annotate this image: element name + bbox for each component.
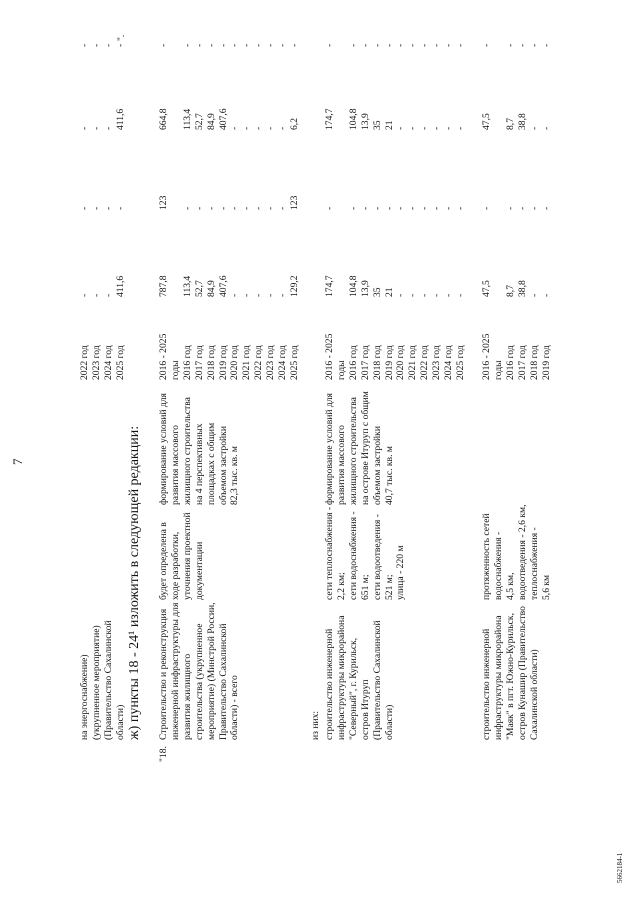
text-line: -: [90, 206, 102, 210]
text-line: -: [407, 126, 419, 130]
text-line: 82,3 тыс. кв. м: [229, 446, 241, 505]
text-line: водоотведения - 2,6 км,: [516, 504, 528, 600]
text-line: 123: [288, 195, 300, 210]
text-line: объемом застройки: [371, 426, 383, 505]
text-line: инфраструктуры микрорайона: [492, 615, 504, 740]
text-line: -: [193, 206, 205, 210]
text-line: ходе разработки,: [169, 531, 181, 600]
sub1-regional: [324, 108, 467, 130]
text-line: области) - всего: [229, 675, 241, 740]
text-line: [170, 196, 182, 210]
text-line: -: [241, 293, 253, 297]
prev-row-other: [79, 44, 127, 47]
sub1-years: [324, 334, 467, 380]
prev-row-name: [79, 620, 127, 740]
text-line: -: [454, 126, 466, 130]
text-line: -: [383, 43, 395, 47]
text-line: 2024 год: [277, 345, 289, 380]
text-line: 123: [158, 195, 169, 210]
text-line: -: [277, 206, 289, 210]
text-line: 38,8: [516, 280, 528, 297]
text-line: -: [253, 126, 265, 130]
row-18-federal: [158, 196, 301, 210]
text-line: -: [443, 206, 455, 210]
text-line: (Правительство Сахалинской: [102, 620, 114, 740]
text-line: -: [347, 43, 359, 47]
text-line: (Правительство Сахалинской: [371, 620, 383, 740]
text-line: 40,7 тыс. кв. м: [383, 446, 395, 505]
text-line: 2016 год: [504, 345, 516, 380]
text-line: 2019 год: [540, 345, 552, 380]
row-18-number: "18.: [158, 746, 169, 762]
text-line: 84,9: [205, 113, 217, 130]
sub2-federal: [481, 207, 552, 210]
text-line: 2017 год: [516, 345, 528, 380]
text-line: -: [241, 126, 253, 130]
text-line: -: [419, 206, 431, 210]
row-18-result: [158, 393, 241, 505]
text-line: -: [395, 43, 407, 47]
text-line: -: [528, 43, 540, 47]
text-line: -: [253, 43, 265, 47]
text-line: -: [528, 206, 540, 210]
text-line: 2023 год: [90, 345, 102, 380]
text-line: -: [359, 206, 371, 210]
text-line: 2017 год: [359, 345, 371, 380]
text-line: -: [241, 206, 253, 210]
row-18-years: [158, 334, 301, 380]
text-line: 2024 год: [443, 345, 455, 380]
text-line: инфраструктуры микрорайона: [335, 615, 347, 740]
text-line: 2020 год: [395, 345, 407, 380]
text-line: годы: [492, 360, 504, 380]
text-line: -: [540, 126, 552, 130]
text-line: -: [102, 293, 114, 297]
text-line: развития массового: [169, 425, 181, 505]
sub1-result: [324, 391, 395, 505]
sub1-total: [324, 275, 467, 297]
page-number: 7: [10, 458, 25, 465]
text-line: 2019 год: [383, 345, 395, 380]
text-line: -: [443, 293, 455, 297]
text-line: -: [79, 293, 90, 297]
text-line: -: [229, 43, 241, 47]
text-line: Сахалинской области): [528, 649, 540, 740]
row-18-capacity: [158, 512, 206, 600]
text-line: 174,7: [324, 275, 335, 297]
text-line: -: [407, 293, 419, 297]
text-line: уточнения проектной: [181, 512, 193, 600]
text-line: жилищного строительства: [181, 397, 193, 505]
text-line: 174,7: [324, 108, 335, 130]
row-18-regional: [158, 108, 301, 130]
text-line: -: [419, 293, 431, 297]
sub-label: из них:: [310, 710, 321, 740]
text-line: -: [90, 43, 102, 47]
text-line: 2016 - 2025: [158, 333, 169, 380]
text-line: 35: [371, 120, 383, 130]
text-line: 2023 год: [431, 345, 443, 380]
prev-row-total: [79, 276, 127, 297]
text-line: -: [528, 126, 540, 130]
text-line: сети теплоснабжения -: [324, 506, 335, 600]
text-line: -: [431, 126, 443, 130]
text-line: области): [114, 704, 126, 740]
text-line: 2022 год: [79, 345, 90, 380]
text-line: на 4 перспективных: [193, 423, 205, 505]
text-line: сети водоотведения -: [371, 514, 383, 600]
text-line: 2025 год: [454, 345, 466, 380]
sub2-total: [481, 280, 552, 297]
text-line: -: [454, 293, 466, 297]
text-line: объемом застройки: [217, 426, 229, 505]
text-line: 6,2: [288, 118, 300, 130]
text-line: -: [229, 206, 241, 210]
text-line: строительство инженерной: [481, 628, 492, 740]
text-line: -: [347, 206, 359, 210]
text-line: 13,9: [359, 280, 371, 297]
text-line: развития жилищного: [181, 653, 193, 740]
text-line: развития массового: [335, 425, 347, 505]
text-line: -: [540, 43, 552, 47]
text-line: -: [277, 126, 289, 130]
text-line: -: [407, 43, 419, 47]
text-line: 2022 год: [253, 345, 265, 380]
text-line: -: [181, 43, 193, 47]
text-line: водоснабжения -: [492, 531, 504, 600]
text-line: -: [395, 126, 407, 130]
section-heading: ж) пункты 18 - 24¹ изложить в следующей редакции:: [127, 425, 142, 740]
text-line: -: [407, 206, 419, 210]
text-line: [170, 44, 182, 47]
text-line: 5,6 км: [540, 574, 552, 600]
text-line: -: [516, 206, 528, 210]
text-line: -: [431, 43, 443, 47]
text-line: -: [540, 293, 552, 297]
sub2-other: [481, 44, 552, 47]
text-line: 407,6: [217, 108, 229, 130]
text-line: 52,7: [193, 113, 205, 130]
text-line: годы: [169, 360, 181, 380]
text-line: 4,5 км,: [504, 572, 516, 600]
text-line: 2024 год: [102, 345, 114, 380]
text-line: -: [217, 206, 229, 210]
text-line: Правительство Сахалинской: [217, 623, 229, 740]
text-line: (укрупненное мероприятие): [90, 625, 102, 740]
text-line: -: [431, 293, 443, 297]
text-line: 521 м;: [383, 574, 395, 600]
text-line: -: [443, 126, 455, 130]
text-line: -: [265, 293, 277, 297]
text-line: 2023 год: [265, 345, 277, 380]
text-line: 113,4: [181, 108, 193, 130]
text-line: 2017 год: [193, 345, 205, 380]
text-line: 84,9: [205, 280, 217, 297]
text-line: 411,6: [114, 275, 126, 297]
text-line: 52,7: [193, 280, 205, 297]
text-line: [493, 280, 505, 297]
text-line: -: [114, 43, 126, 47]
text-line: 2018 год: [205, 345, 217, 380]
text-line: 104,8: [347, 108, 359, 130]
text-line: будет определена в: [158, 522, 169, 600]
text-line: строительство инженерной: [324, 628, 335, 740]
text-line: -: [504, 43, 516, 47]
text-line: [170, 108, 182, 130]
sub1-name: [324, 616, 395, 740]
text-line: 104,8: [347, 275, 359, 297]
text-line: -: [504, 206, 516, 210]
text-line: -: [324, 206, 335, 210]
sub1-capacity: [324, 507, 407, 600]
text-line: -: [371, 43, 383, 47]
text-line: -: [90, 126, 102, 130]
row-18-total: [158, 275, 301, 297]
text-line: -: [265, 43, 277, 47]
text-line: -: [79, 206, 90, 210]
text-line: площадках с общим: [205, 422, 217, 505]
text-line: -: [288, 43, 300, 47]
text-line: документации: [193, 541, 205, 600]
text-line: теплоснабжения -: [528, 527, 540, 600]
text-line: [336, 44, 348, 47]
text-line: строительства (укрупненное: [193, 623, 205, 740]
text-line: 129,2: [288, 275, 300, 297]
text-line: 2025 год: [114, 345, 126, 380]
text-line: -: [241, 43, 253, 47]
text-line: протяженность сетей: [481, 513, 492, 600]
text-line: 35: [371, 287, 383, 297]
prev-row-regional: [79, 109, 127, 130]
text-line: -: [395, 293, 407, 297]
text-line: 2016 год: [181, 345, 193, 380]
text-line: [493, 44, 505, 47]
text-line: -: [324, 43, 335, 47]
text-line: -: [158, 43, 169, 47]
text-line: 2021 год: [407, 345, 419, 380]
text-line: -: [419, 126, 431, 130]
text-line: -: [265, 126, 277, 130]
text-line: остров Кунашир (Правительство: [516, 606, 528, 740]
text-line: 21: [383, 120, 395, 130]
closing-quote: ".: [116, 34, 127, 41]
text-line: -: [383, 206, 395, 210]
text-line: -: [395, 206, 407, 210]
sub2-regional: [481, 113, 552, 130]
text-line: 651 м;: [359, 574, 371, 600]
text-line: 2016 - 2025: [324, 333, 335, 380]
text-line: "Маяк" в пгт. Южно-Курильск,: [504, 613, 516, 740]
text-line: 8,7: [504, 285, 516, 297]
text-line: 2018 год: [371, 345, 383, 380]
text-line: -: [79, 126, 90, 130]
text-line: 787,8: [158, 275, 169, 297]
text-line: -: [114, 206, 126, 210]
text-line: [170, 275, 182, 297]
text-line: -: [359, 43, 371, 47]
text-line: 2016 год: [347, 345, 359, 380]
text-line: 2018 год: [528, 345, 540, 380]
sub1-federal: [324, 207, 467, 210]
text-line: жилищного строительства: [347, 397, 359, 505]
sub1-other: [324, 44, 467, 47]
text-line: -: [419, 43, 431, 47]
sub2-name: [481, 606, 541, 740]
text-line: области): [383, 704, 395, 740]
text-line: -: [431, 206, 443, 210]
text-line: 13,9: [359, 113, 371, 130]
text-line: -: [481, 43, 492, 47]
sub2-years: [481, 334, 552, 380]
text-line: 2021 год: [241, 345, 253, 380]
text-line: -: [217, 43, 229, 47]
text-line: -: [528, 293, 540, 297]
text-line: [493, 113, 505, 130]
text-line: -: [79, 43, 90, 47]
text-line: -: [277, 43, 289, 47]
text-line: -: [540, 206, 552, 210]
text-line: "Северный", г. Курильск,: [347, 637, 359, 740]
text-line: -: [90, 293, 102, 297]
text-line: -: [229, 293, 241, 297]
text-line: -: [205, 206, 217, 210]
text-line: -: [193, 43, 205, 47]
sub2-capacity: [481, 505, 552, 600]
text-line: 47,5: [481, 113, 492, 130]
text-line: годы: [335, 360, 347, 380]
text-line: -: [481, 206, 492, 210]
text-line: -: [265, 206, 277, 210]
text-line: остров Итуруп: [359, 679, 371, 740]
text-line: мероприятие) (Минстрой России,: [205, 602, 217, 740]
text-line: инженерной инфраструктуры для: [169, 602, 181, 740]
text-line: 8,7: [504, 118, 516, 130]
text-line: 2022 год: [419, 345, 431, 380]
text-line: -: [454, 206, 466, 210]
prev-row-years: [79, 345, 127, 380]
text-line: [336, 207, 348, 210]
text-line: на энергоснабжение): [79, 654, 90, 740]
text-line: 2019 год: [217, 345, 229, 380]
text-line: -: [443, 43, 455, 47]
text-line: -: [277, 293, 289, 297]
text-line: [336, 108, 348, 130]
text-line: 664,8: [158, 108, 169, 130]
text-line: 2025 год: [288, 345, 300, 380]
text-line: -: [229, 126, 241, 130]
text-line: -: [102, 126, 114, 130]
text-line: -: [253, 293, 265, 297]
text-line: на острове Итуруп с общим: [359, 391, 371, 505]
text-line: 113,4: [181, 275, 193, 297]
document-code: 5662184-1: [616, 852, 624, 883]
prev-row-federal: [79, 207, 127, 210]
text-line: 2,2 км;: [335, 572, 347, 600]
text-line: [493, 207, 505, 210]
text-line: -: [516, 43, 528, 47]
row-18-other: [158, 44, 301, 47]
text-line: 47,5: [481, 280, 492, 297]
text-line: -: [102, 43, 114, 47]
text-line: 38,8: [516, 113, 528, 130]
text-line: 411,6: [114, 108, 126, 130]
text-line: 2016 - 2025: [481, 333, 492, 380]
text-line: формирование условий для: [158, 393, 169, 505]
text-line: Строительство и реконструкция: [158, 608, 169, 740]
text-line: 21: [383, 287, 395, 297]
text-line: [336, 275, 348, 297]
text-line: -: [371, 206, 383, 210]
text-line: -: [102, 206, 114, 210]
text-line: -: [253, 206, 265, 210]
text-line: формирование условий для: [324, 393, 335, 505]
text-line: -: [181, 206, 193, 210]
row-18-name: [158, 602, 241, 740]
text-line: -: [454, 43, 466, 47]
text-line: сети водоснабжения -: [347, 511, 359, 600]
text-line: 407,6: [217, 275, 229, 297]
text-line: -: [205, 43, 217, 47]
text-line: улица - 220 м: [395, 545, 407, 600]
text-line: 2020 год: [229, 345, 241, 380]
